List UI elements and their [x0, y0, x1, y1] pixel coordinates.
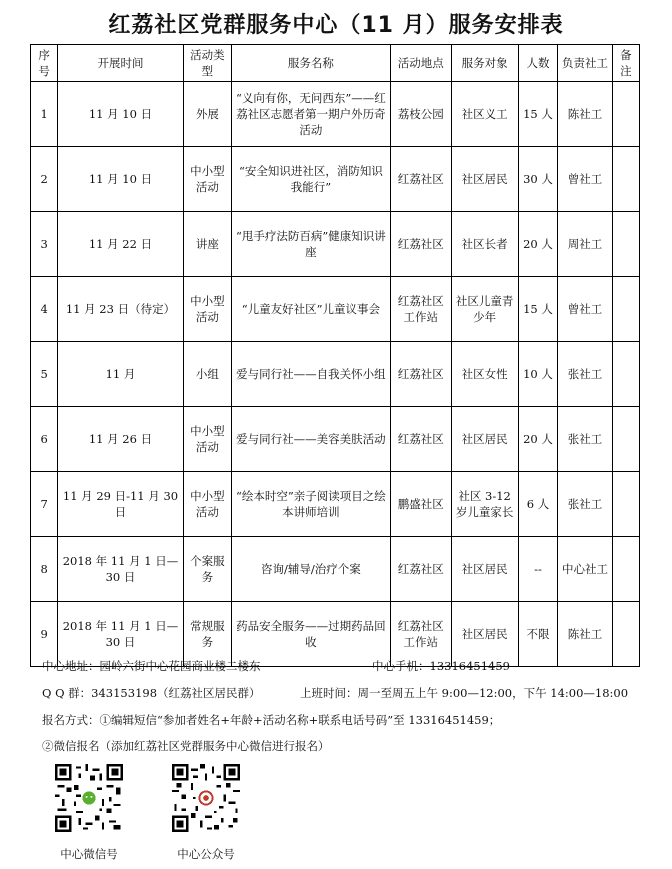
cell-name: 爱与同行社——美容美肤活动 [231, 407, 390, 472]
cell-place: 红荔社区工作站 [390, 277, 451, 342]
official-account-qr-code[interactable] [172, 764, 240, 832]
cell-note [612, 82, 639, 147]
cell-type: 讲座 [183, 212, 231, 277]
header-cell: 备注 [612, 45, 639, 82]
cell-note [612, 342, 639, 407]
cell-count: 15 人 [518, 277, 558, 342]
table-row [31, 342, 640, 407]
cell-type: 常规服务 [183, 602, 231, 667]
cell-note [612, 472, 639, 537]
table-row [31, 407, 640, 472]
center-address: 中心地址：园岭六街中心花园商业楼二楼东 [42, 659, 261, 673]
cell-no: 4 [31, 277, 58, 342]
cell-count: 6 人 [518, 472, 558, 537]
cell-name: “甩手疗法防百病”健康知识讲座 [231, 212, 390, 277]
office-hours: 上班时间：周一至周五上午 9:00—12:00，下午 14:00—18:00 [300, 686, 629, 700]
cell-place: 红荔社区工作站 [390, 602, 451, 667]
cell-count: 30 人 [518, 147, 558, 212]
signup-method-sms: 报名方式：①编辑短信“参加者姓名+年龄+活动名称+联系电话号码”至 13316451459； [42, 713, 501, 727]
cell-worker: 周社工 [558, 212, 612, 277]
cell-count: 不限 [518, 602, 558, 667]
cell-time: 2018 年 11 月 1 日—30 日 [58, 602, 184, 667]
cell-worker: 张社工 [558, 472, 612, 537]
cell-place: 红荔社区 [390, 212, 451, 277]
header-cell: 活动类型 [183, 45, 231, 82]
cell-target: 社区居民 [451, 537, 518, 602]
table-header-row [31, 45, 640, 82]
cell-time: 11 月 [58, 342, 184, 407]
header-cell: 序号 [31, 45, 58, 82]
cell-target: 社区居民 [451, 602, 518, 667]
cell-type: 个案服务 [183, 537, 231, 602]
cell-name: 爱与同行社——自我关怀小组 [231, 342, 390, 407]
wechat-logo-icon [81, 790, 97, 806]
cell-type: 中小型活动 [183, 147, 231, 212]
table-row [31, 602, 640, 667]
cell-target: 社区儿童青少年 [451, 277, 518, 342]
cell-time: 11 月 10 日 [58, 147, 184, 212]
cell-no: 5 [31, 342, 58, 407]
table-row [31, 537, 640, 602]
cell-worker: 张社工 [558, 407, 612, 472]
cell-count: 10 人 [518, 342, 558, 407]
cell-worker: 陈社工 [558, 602, 612, 667]
center-phone: 中心手机：13316451459 [372, 659, 510, 673]
header-cell: 活动地点 [390, 45, 451, 82]
header-cell: 负责社工 [558, 45, 612, 82]
cell-no: 8 [31, 537, 58, 602]
cell-place: 红荔社区 [390, 342, 451, 407]
cell-target: 社区义工 [451, 82, 518, 147]
cell-worker: 曾社工 [558, 277, 612, 342]
cell-place: 荔枝公园 [390, 82, 451, 147]
table-row [31, 277, 640, 342]
wechat-qr-label: 中心微信号 [60, 847, 118, 861]
table-row [31, 212, 640, 277]
cell-count: 20 人 [518, 407, 558, 472]
table-row [31, 472, 640, 537]
cell-count: 20 人 [518, 212, 558, 277]
cell-place: 红荔社区 [390, 407, 451, 472]
cell-target: 社区居民 [451, 407, 518, 472]
cell-name: 药品安全服务——过期药品回收 [231, 602, 390, 667]
page-title: 红荔社区党群服务中心（11 月）服务安排表 [108, 13, 564, 38]
signup-method-wechat: ②微信报名（添加红荔社区党群服务中心微信进行报名） [42, 739, 330, 753]
cell-time: 11 月 26 日 [58, 407, 184, 472]
cell-place: 鹏盛社区 [390, 472, 451, 537]
cell-note [612, 537, 639, 602]
cell-type: 中小型活动 [183, 472, 231, 537]
table-row [31, 147, 640, 212]
cell-no: 7 [31, 472, 58, 537]
cell-count: -- [518, 537, 558, 602]
qq-group: Q Q 群：343153198（红荔社区居民群） [42, 686, 261, 700]
cell-name: “安全知识进社区，消防知识我能行” [231, 147, 390, 212]
cell-target: 社区居民 [451, 147, 518, 212]
cell-count: 15 人 [518, 82, 558, 147]
cell-no: 2 [31, 147, 58, 212]
cell-name: “绘本时空”亲子阅读项目之绘本讲师培训 [231, 472, 390, 537]
header-cell: 人数 [518, 45, 558, 82]
cell-type: 小组 [183, 342, 231, 407]
cell-name: 咨询/辅导/治疗个案 [231, 537, 390, 602]
cell-note [612, 277, 639, 342]
cell-note [612, 407, 639, 472]
cell-worker: 陈社工 [558, 82, 612, 147]
cell-name: “儿童友好社区”儿童议事会 [231, 277, 390, 342]
cell-no: 3 [31, 212, 58, 277]
cell-worker: 曾社工 [558, 147, 612, 212]
cell-time: 11 月 22 日 [58, 212, 184, 277]
cell-time: 11 月 10 日 [58, 82, 184, 147]
cell-target: 社区长者 [451, 212, 518, 277]
cell-type: 中小型活动 [183, 277, 231, 342]
cell-type: 中小型活动 [183, 407, 231, 472]
cell-type: 外展 [183, 82, 231, 147]
cell-name: “义向有你，无问西东”——红荔社区志愿者第一期户外历奇活动 [231, 82, 390, 147]
cell-worker: 中心社工 [558, 537, 612, 602]
cell-no: 1 [31, 82, 58, 147]
cell-no: 9 [31, 602, 58, 667]
table-row [31, 82, 640, 147]
header-cell: 服务名称 [231, 45, 390, 82]
official-account-qr-label: 中心公众号 [177, 847, 235, 861]
cell-place: 红荔社区 [390, 537, 451, 602]
cell-time: 11 月 29 日-11 月 30 日 [58, 472, 184, 537]
cell-note [612, 147, 639, 212]
official-account-logo-icon [198, 790, 214, 806]
cell-time: 2018 年 11 月 1 日—30 日 [58, 537, 184, 602]
cell-note [612, 602, 639, 667]
cell-place: 红荔社区 [390, 147, 451, 212]
cell-note [612, 212, 639, 277]
cell-worker: 张社工 [558, 342, 612, 407]
wechat-qr-code[interactable] [55, 764, 123, 832]
schedule-table [30, 44, 640, 667]
cell-target: 社区女性 [451, 342, 518, 407]
header-cell: 开展时间 [58, 45, 184, 82]
cell-no: 6 [31, 407, 58, 472]
header-cell: 服务对象 [451, 45, 518, 82]
cell-time: 11 月 23 日（待定） [58, 277, 184, 342]
cell-target: 社区 3-12 岁儿童家长 [451, 472, 518, 537]
